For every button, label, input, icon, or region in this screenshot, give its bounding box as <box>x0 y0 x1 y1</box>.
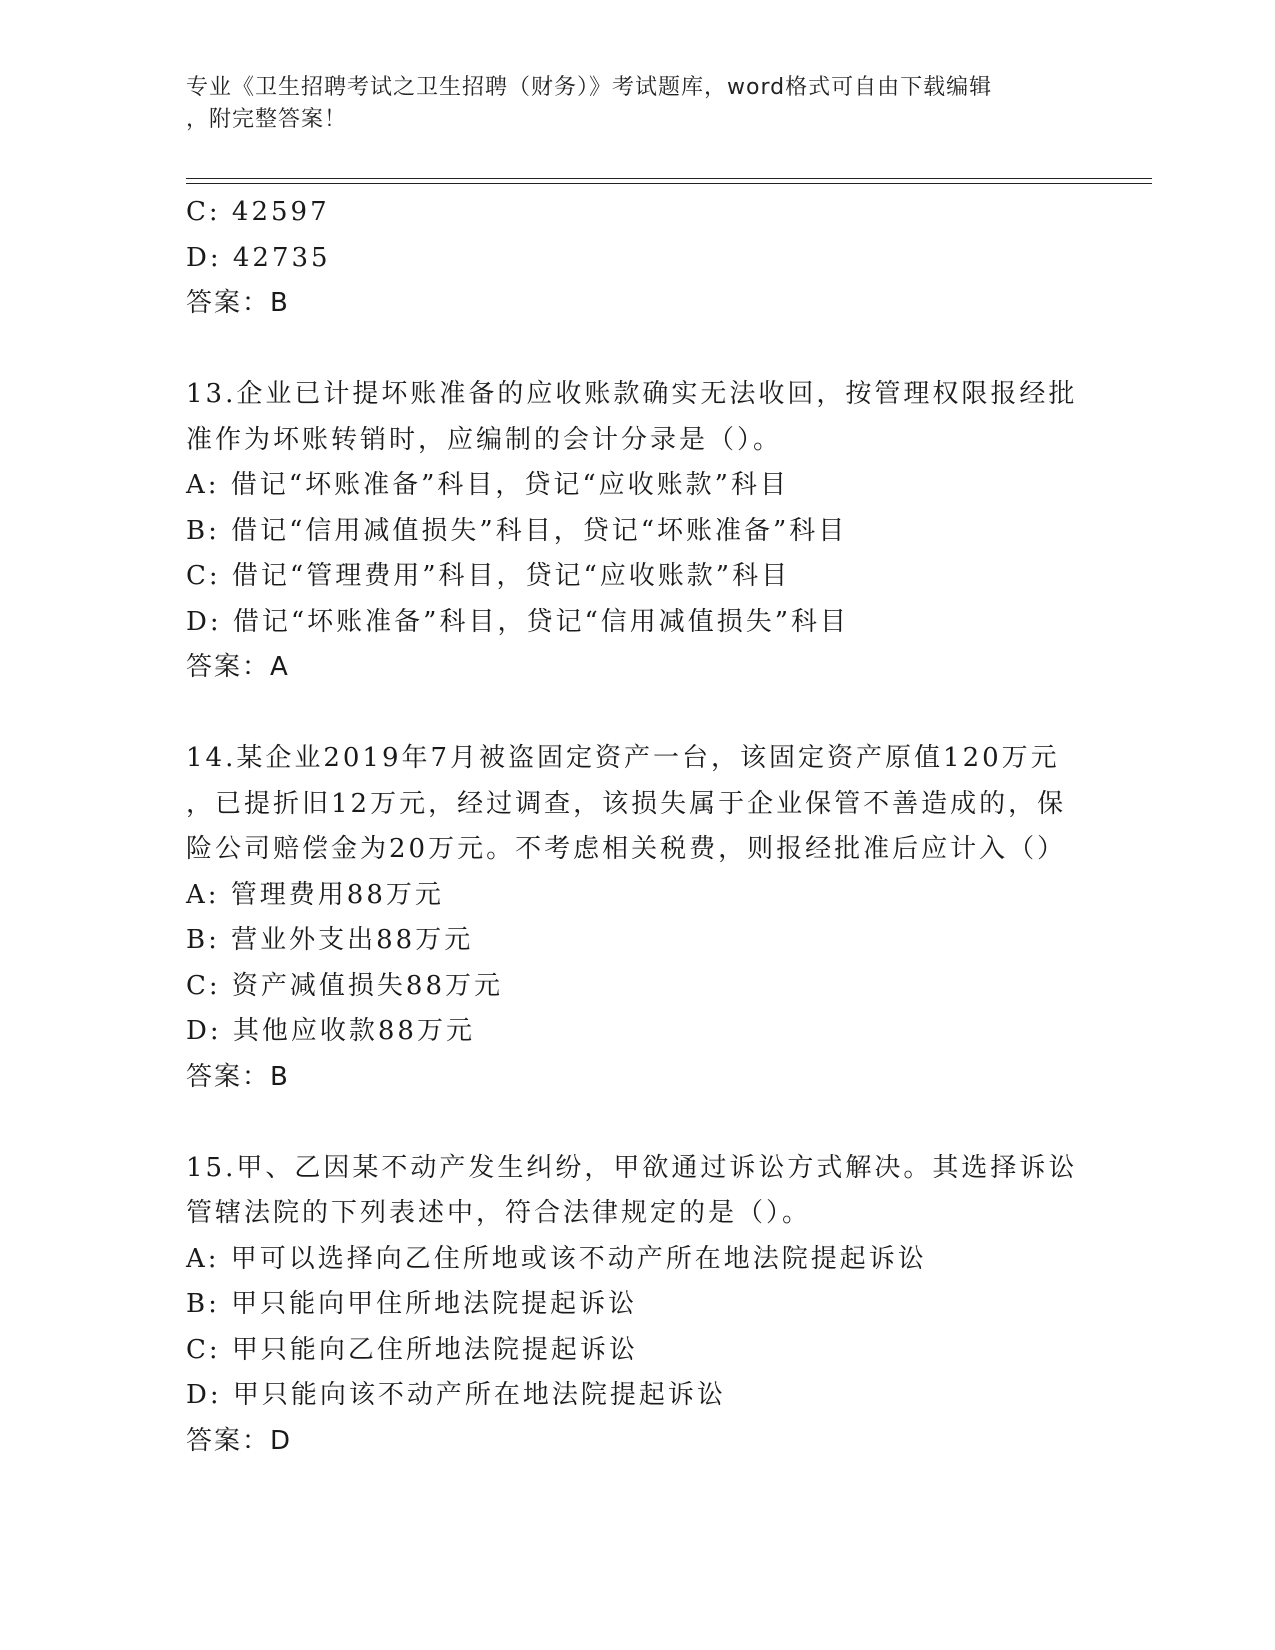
question-spacer <box>186 1100 1086 1146</box>
question-stem: 险公司赔偿金为20万元。不考虑相关税费，则报经批准后应计入（） <box>186 834 1067 864</box>
question-stem: 13.企业已计提坏账准备的应收账款确实无法收回，按管理权限报经批 <box>186 379 1078 409</box>
question-stem: ，已提折旧12万元，经过调查，该损失属于企业保管不善造成的，保 <box>186 788 1067 819</box>
option-b: B: 借记“信用减值损失”科目，贷记“坏账准备”科目 <box>186 515 848 546</box>
question-spacer <box>186 327 1086 373</box>
option-b: B: 营业外支出88万元 <box>186 925 474 955</box>
answer-line: 答案：B <box>186 1061 290 1092</box>
option-c: C: 42597 <box>186 197 330 227</box>
document-header <box>186 72 1066 136</box>
option-c: C: 资产减值损失88万元 <box>186 970 504 1001</box>
option-c: C: 借记“管理费用”科目，贷记“应收账款”科目 <box>186 561 791 591</box>
option-a: A: 甲可以选择向乙住所地或该不动产所在地法院提起诉讼 <box>186 1243 927 1274</box>
question-12-tail <box>186 190 1086 327</box>
option-a: A: 借记“坏账准备”科目，贷记“应收账款”科目 <box>186 470 789 500</box>
option-d: D: 借记“坏账准备”科目，贷记“信用减值损失”科目 <box>186 606 850 637</box>
option-c: C: 甲只能向乙住所地法院提起诉讼 <box>186 1334 638 1365</box>
question-stem: 准作为坏账转销时，应编制的会计分录是（）。 <box>186 424 783 455</box>
question-13 <box>186 372 1086 691</box>
question-15 <box>186 1146 1086 1465</box>
option-b: B: 甲只能向甲住所地法院提起诉讼 <box>186 1289 638 1319</box>
header-line-1: 专业《卫生招聘考试之卫生招聘（财务）》考试题库，word格式可自由下载编辑 <box>186 75 993 100</box>
option-a: A: 管理费用88万元 <box>186 879 444 910</box>
option-d: D: 42735 <box>186 242 331 273</box>
question-stem: 15.甲、乙因某不动产发生纠纷，甲欲通过诉讼方式解决。其选择诉讼 <box>186 1152 1078 1183</box>
header-line-2: ，附完整答案！ <box>186 107 348 132</box>
option-d: D: 甲只能向该不动产所在地法院提起诉讼 <box>186 1380 726 1410</box>
header-rule-bottom <box>186 183 1152 184</box>
question-14 <box>186 736 1086 1100</box>
question-stem: 14.某企业2019年7月被盗固定资产一台，该固定资产原值120万元 <box>186 743 1060 773</box>
option-d: D: 其他应收款88万元 <box>186 1016 475 1046</box>
question-spacer <box>186 691 1086 737</box>
question-list <box>186 190 1086 1464</box>
answer-line: 答案：D <box>186 1425 293 1456</box>
answer-line: 答案：B <box>186 288 290 318</box>
header-rule-top <box>186 178 1152 179</box>
question-stem: 管辖法院的下列表述中，符合法律规定的是（）。 <box>186 1198 812 1228</box>
answer-line: 答案：A <box>186 652 290 682</box>
